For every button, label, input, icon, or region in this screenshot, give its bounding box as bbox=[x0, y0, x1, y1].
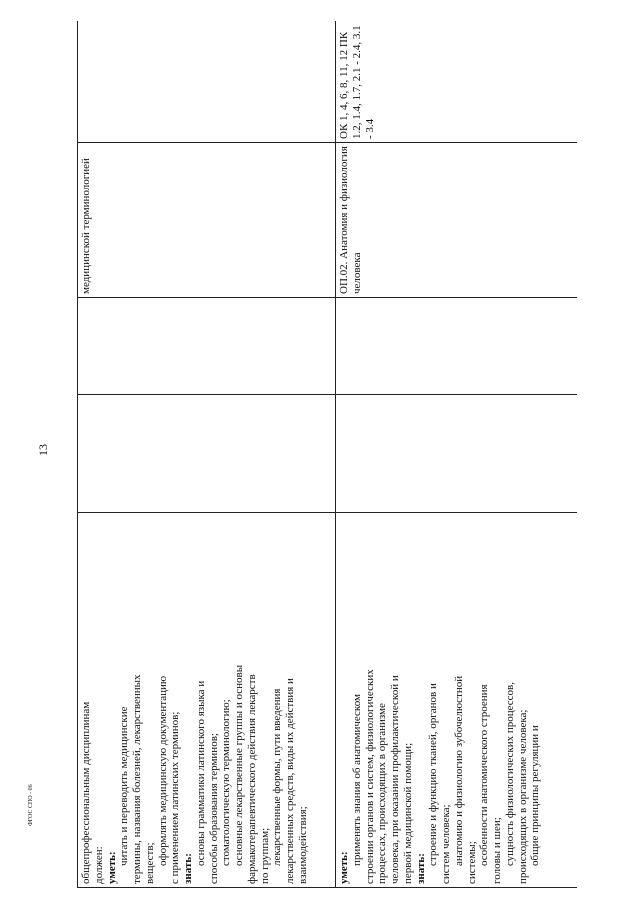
text-line: по группам; bbox=[258, 827, 271, 884]
text-line: человека, при оказании профилактической и bbox=[389, 675, 401, 884]
text-line: лекарственных средств, виды их действия и bbox=[284, 678, 296, 884]
hours-cell bbox=[336, 395, 578, 513]
text-line: оформлять медицинскую документацию bbox=[156, 675, 169, 866]
footer-code: ФГОС СПО - 06 bbox=[28, 784, 34, 826]
text-line: основы грамматики латинского языка и bbox=[194, 680, 207, 866]
text-line: строении органов и систем, физиологических bbox=[363, 669, 376, 884]
competencies-text: ОК 1, 4, 6, 8, 11, 12 ПК 1.2, 1.4, 1.7, 2.1 - 2.4, 3.1 - 3.4 bbox=[338, 25, 376, 139]
discipline-name: ОП.02. Анатомия и физиология человека bbox=[338, 146, 363, 294]
text-line: особенности анатомического строения bbox=[478, 684, 491, 866]
text-line: термины, названия болезней, лекарственных bbox=[131, 674, 143, 884]
text-line: процессах, происходящих в организме bbox=[376, 703, 389, 884]
text-line: строение и функцию тканей, органов и bbox=[427, 683, 440, 866]
discipline-name: медицинской терминологией bbox=[80, 158, 92, 294]
competencies-cell bbox=[78, 21, 336, 143]
competencies-cell bbox=[336, 21, 578, 143]
text-line: общепрофессиональным дисциплинам bbox=[80, 701, 92, 884]
text-line: читать и переводить медицинские bbox=[118, 706, 131, 866]
text-line: первой медицинской помощи; bbox=[401, 742, 414, 884]
curriculum-table bbox=[77, 21, 577, 888]
hours-cell-2 bbox=[336, 298, 578, 395]
requirements-text bbox=[338, 516, 542, 884]
text-line: должен: bbox=[92, 846, 105, 884]
text-line: стоматологическую терминологию; bbox=[220, 699, 233, 866]
rotated-page bbox=[77, 21, 577, 888]
text-line: взаимодействия; bbox=[296, 806, 309, 884]
text-line: с применением латинских терминов; bbox=[169, 711, 182, 884]
table-row bbox=[78, 21, 336, 888]
table-row bbox=[336, 21, 578, 888]
hours-cell-2 bbox=[78, 298, 336, 395]
table-container bbox=[77, 21, 577, 888]
text-line: способы образования терминов; bbox=[207, 733, 220, 884]
text-line: применять знания об анатомическом bbox=[350, 694, 363, 866]
hours-cell bbox=[78, 395, 336, 513]
text-line: лекарственные формы, пути введения bbox=[271, 688, 284, 866]
section-heading: знать: bbox=[414, 853, 427, 884]
page-number: 13 bbox=[36, 444, 50, 456]
requirements-text bbox=[80, 516, 310, 884]
text-line: общие принципы регуляции и bbox=[529, 725, 542, 866]
section-heading: уметь: bbox=[338, 851, 350, 884]
text-line: веществ; bbox=[143, 842, 156, 884]
requirements-cell bbox=[78, 513, 336, 888]
requirements-cell bbox=[336, 513, 578, 888]
text-line: происходящих в организме человека; bbox=[516, 709, 529, 884]
discipline-cell bbox=[78, 143, 336, 298]
text-line: сущность физиологических процессов, bbox=[503, 681, 516, 866]
section-heading: уметь: bbox=[105, 851, 118, 884]
text-line: систем человека; bbox=[440, 804, 452, 884]
text-line: основные лекарственные группы и основы bbox=[233, 664, 245, 866]
text-line: головы и шеи; bbox=[491, 817, 503, 884]
discipline-cell bbox=[336, 143, 578, 298]
text-line: анатомию и физиологию зубочелюстной bbox=[452, 675, 465, 866]
section-heading: знать: bbox=[182, 853, 194, 884]
text-line: системы; bbox=[465, 841, 478, 884]
text-line: фармакотерапевтического действия лекарств bbox=[245, 674, 258, 884]
